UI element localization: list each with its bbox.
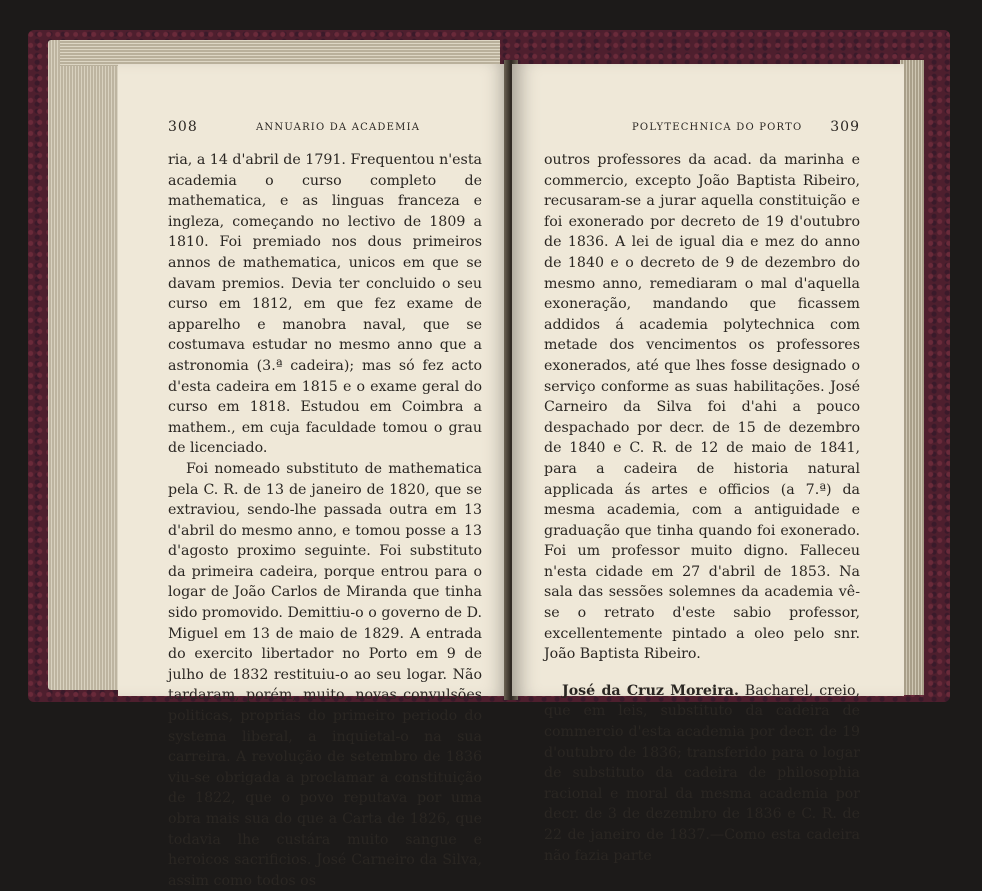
left-body-text [168,150,482,891]
left-page-number: 308 [168,119,198,135]
left-paragraph-1: ria, a 14 d'abril de 1791. Frequentou n'esta academia o curso completo de mathematica, e as linguas franceza e ingleza, começando no lectivo de 1809 a 1810. Foi premiado nos dous primeiros annos de mathematica, unicos em que se davam premios. Devia ter concluido o seu curso em 1812, em que fez exame de apparelho e manobra naval, que se costumava estudar no mesmo anno que a astronomia (3.ª cadeira); mas só fez acto d'esta cadeira em 1815 e o exame geral do curso em 1818. Estudou em Coimbra a mathem., em cuja faculdade tomou o grau de licenciado. [168,152,482,457]
left-paragraph-2: Foi nomeado substituto de mathematica pela C. R. de 13 de janeiro de 1820, que se extraviou, sendo-lhe passada outra em 13 d'abril do mesmo anno, e tomou posse a 13 d'agosto proximo seguinte. Foi substituto da primeira cadeira, porque entrou para o logar de João Carlos de Miranda que tinha sido promovido. Demittiu-o o governo de D. Miguel em 13 de maio de 1829. A entrada do exercito libertador no Porto em 9 de julho de 1832 restituiu-o ao seu logar. Não tardaram, porém, muito, novas convulsões politicas, proprias do primeiro periodo do systema liberal, a inquietal-o na sua carreira. A revolução de setembro de 1836 viu-se obrigada a proclamar a constituição de 1822, que o povo reputava por uma obra mais sua do que a Carta de 1826, que todavia lhe custára muito sangue e heroicos sacrificios. José Carneiro da Silva, assim como todos os [168,460,482,889]
page-edges-left [48,40,128,690]
entry-name: José da Cruz Moreira. [562,682,739,699]
right-body-text [544,150,860,866]
page-edges-top [60,40,500,66]
right-page-number: 309 [830,119,860,135]
right-running-head [512,121,904,137]
right-running-title: POLYTECHNICA DO PORTO [632,122,803,133]
left-running-title: ANNUARIO DA ACADEMIA [256,122,421,133]
right-entry-paragraph [544,681,860,866]
entry-text: Bacharel, creio, que em leis, substituto da cadeira de commercio d'esta academia por decr. de 19 d'outubro de 1836; transferido para o logar de substituto da cadeira de philosophia racional e moral da mesma academia por decr. de 3 de dezembro de 1836 e C. R. de 22 de janeiro de 1837.—Como esta cadeira não fazia parte [544,682,860,864]
left-running-head [118,121,510,137]
left-page [118,64,510,889]
right-paragraph-1: outros professores da acad. da marinha e commercio, excepto João Baptista Ribeiro, recusaram-se a jurar aquella constituição e foi exonerado por decreto de 19 d'outubro de 1836. A lei de igual dia e mez do anno de 1840 e o decreto de 9 de dezembro do mesmo anno, remediaram o mal d'aquella exoneração, mandando que ficassem addidos á academia polytechnica com metade dos vencimentos os professores exonerados, até que lhes fosse designado o serviço conforme as suas habilitações. José Carneiro da Silva foi d'ahi a pouco despachado por decr. de 15 de dezembro de 1840 e C. R. de 12 de maio de 1841, para a cadeira de historia natural applicada ás artes e officios (a 7.ª) da mesma academia, com a antiguidade e graduação que tinha quando foi exonerado. Foi um professor muito digno. Falleceu n'esta cidade em 27 d'abril de 1853. Na sala das sessões solemnes da academia vê-se o retrato d'este sabio professor, excellentemente pintado a oleo pelo snr. João Baptista Ribeiro. [544,152,860,663]
right-page [512,64,904,864]
